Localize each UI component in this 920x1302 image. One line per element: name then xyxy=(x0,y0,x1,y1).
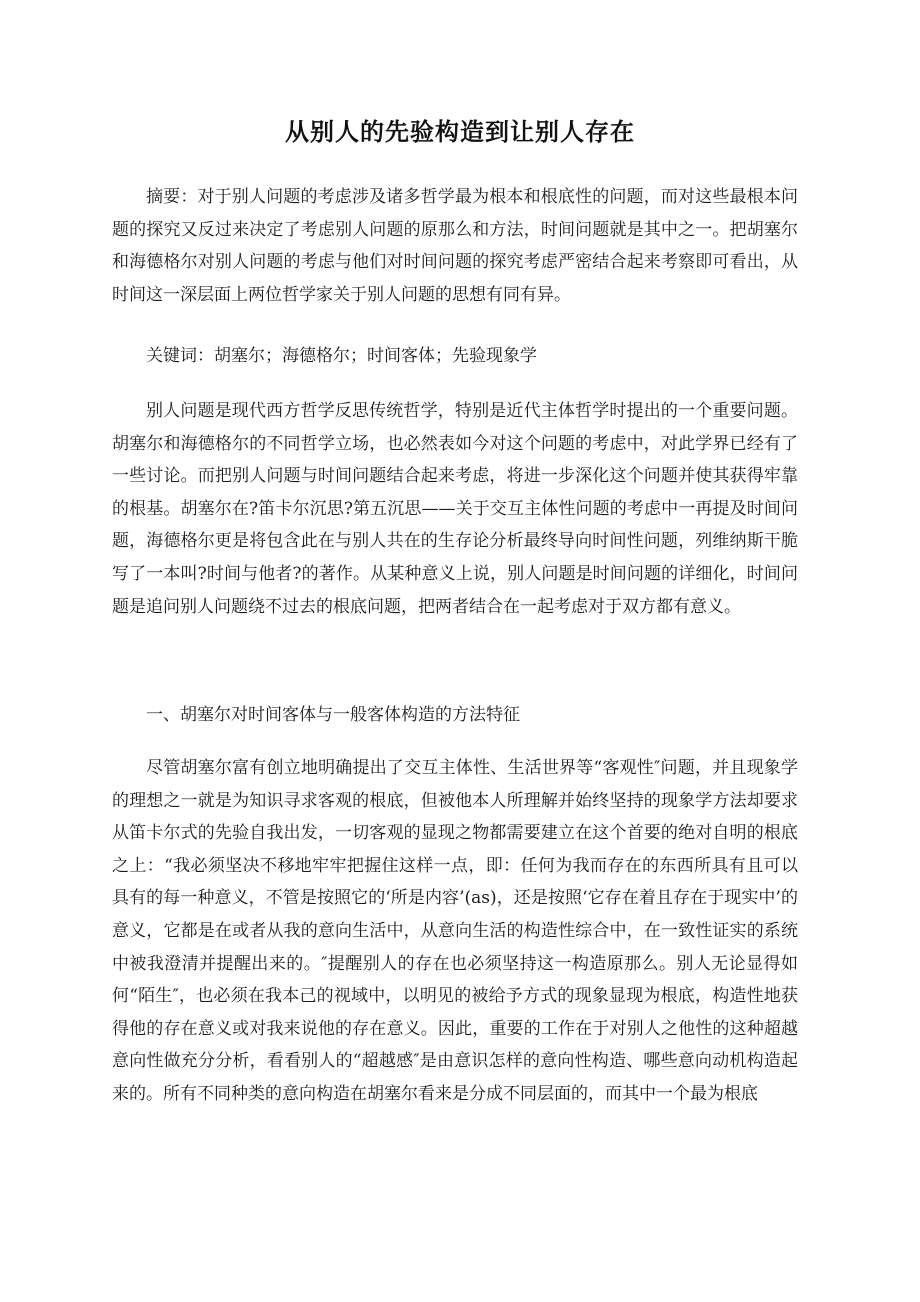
body-paragraph: 尽管胡塞尔富有创立地明确提出了交互主体性、生活世界等“客观性″问题，并且现象学的理想之一就是为知识寻求客观的根底，但被他本人所理解并始终坚持的现象学方法却要求从笛卡尔式的先验自我出发，一切客观的显现之物都需要建立在这个首要的绝对自明的根底之上：“我必须坚决不移地牢牢把握住这样一点，即：任何为我而存在的东西所具有且可以具有的每一种意义，不管是按照它的‘所是内容’(as)，还是按照‘它存在着且存在于现实中’的意义，它都是在或者从我的意向生活中，从意向生活的构造性综合中，在一致性证实的系统中被我澄清并提醒出来的。″提醒别人的存在也必须坚持这一构造原那么。别人无论显得如何“陌生″，也必须在我本己的视域中，以明见的被给予方式的现象显现为根底，构造性地获得他的存在意义或对我来说他的存在意义。因此，重要的工作在于对别人之他性的这种超越意向性做充分分析，看看别人的“超越感″是由意识怎样的意向性构造、哪些意向动机构造起来的。所有不同种类的意向构造在胡塞尔看来是分成不同层面的，而其中一个最为根底 xyxy=(112,758,798,1104)
section-heading: 一、胡塞尔对时间客体与一般客体构造的方法特征 xyxy=(146,705,520,725)
abstract-paragraph: 摘要：对于别人问题的考虑涉及诸多哲学最为根本和根底性的问题，而对这些最根本问题的探究又反过来决定了考虑别人问题的原那么和方法，时间问题就是其中之一。把胡塞尔和海德格尔对别人问题的考虑与他们对时间问题的探究考虑严密结合起来考察即可看出，从时间这一深层面上两位哲学家关于别人问题的思想有同有异。 xyxy=(112,187,798,305)
intro-paragraph: 别人问题是现代西方哲学反思传统哲学，特别是近代主体哲学时提出的一个重要问题。胡塞尔和海德格尔的不同哲学立场，也必然表如今对这个问题的考虑中，对此学界已经有了一些讨论。而把别人问题与时间问题结合起来考虑，将进一步深化这个问题并使其获得牢靠的根基。胡塞尔在?笛卡尔沉思?第五沉思——关于交互主体性问题的考虑中一再提及时间问题，海德格尔更是将包含此在与别人共在的生存论分析最终导向时间性问题，列维纳斯干脆写了一本叫?时间与他者?的著作。从某种意义上说，别人问题是时间问题的详细化，时间问题是追问别人问题绕不过去的根底问题，把两者结合在一起考虑对于双方都有意义。 xyxy=(112,401,798,617)
keywords-paragraph: 关键词：胡塞尔；海德格尔；时间客体；先验现象学 xyxy=(146,346,537,366)
document-title: 从别人的先验构造到让别人存在 xyxy=(285,117,635,146)
